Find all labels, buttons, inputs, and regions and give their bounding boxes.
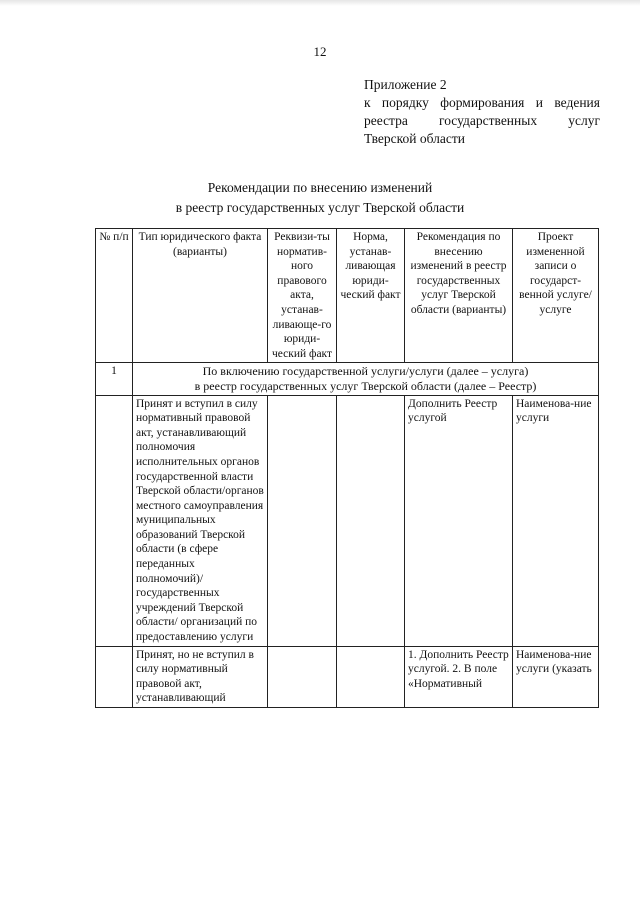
section-number: 1 [96, 363, 133, 395]
header-fact-type: Тип юридического факта (варианты) [133, 229, 268, 363]
table-header-row [96, 229, 599, 363]
document-title-line-2: в реестр государственных услуг Тверской области [175, 200, 465, 215]
fact-type-cell: Принят, но не вступил в силу нормативный правовой акт, устанавливающий [133, 646, 268, 707]
header-norm: Норма, устанав-ливающая юриди-ческий факт [337, 229, 405, 363]
section-row-1 [96, 363, 599, 395]
table-row [96, 395, 599, 646]
draft-record-cell: Наименова-ние услуги [513, 395, 599, 646]
draft-record-cell: Наименова-ние услуги (указать [513, 646, 599, 707]
row-number-cell [96, 646, 133, 707]
appendix-line-2: к порядку формирования и ведения [364, 95, 600, 110]
recommendation-cell: Дополнить Реестр услугой [405, 395, 513, 646]
appendix-line-1: Приложение 2 [364, 77, 447, 92]
appendix-block [364, 76, 600, 148]
document-title [0, 178, 640, 218]
header-draft-record: Проект измененной записи о государст-венной услуге/ услуге [513, 229, 599, 363]
header-requisites: Реквизи-ты норматив-ного правового акта, устанав-ливающе-го юриди-ческий факт [268, 229, 337, 363]
recommendation-cell: 1. Дополнить Реестр услугой. 2. В поле «Нормативный [405, 646, 513, 707]
norm-cell [337, 646, 405, 707]
appendix-line-4: Тверской области [364, 131, 465, 146]
section-title [133, 363, 599, 395]
recommendations-table [95, 228, 599, 708]
header-number: № п/п [96, 229, 133, 363]
appendix-line-3: реестра государственных услуг [364, 113, 600, 128]
section-title-line-2: в реестр государственных услуг Тверской области (далее – Реестр) [194, 378, 537, 393]
requisites-cell [268, 646, 337, 707]
row-number-cell [96, 395, 133, 646]
page-number: 12 [313, 44, 327, 59]
section-title-line-1: По включению государственной услуги/услуги (далее – услуга) [202, 364, 529, 379]
requisites-cell [268, 395, 337, 646]
header-recommendation: Рекомендация по внесению изменений в реестр государственных услуг Тверской области (варианты) [405, 229, 513, 363]
norm-cell [337, 395, 405, 646]
table-row [96, 646, 599, 707]
fact-type-cell: Принят и вступил в силу нормативный правовой акт, устанавливающий полномочия исполнительных органов государственной власти Тверской области/органов местного самоуправления муниципальных образований Тверской области (в сфере переданных полномочий)/ государственных учреждений Тверской области/ организаций по предоставлению услуги [133, 395, 268, 646]
scan-edge-shadow [0, 0, 640, 6]
document-title-line-1: Рекомендации по внесению изменений [207, 180, 433, 195]
